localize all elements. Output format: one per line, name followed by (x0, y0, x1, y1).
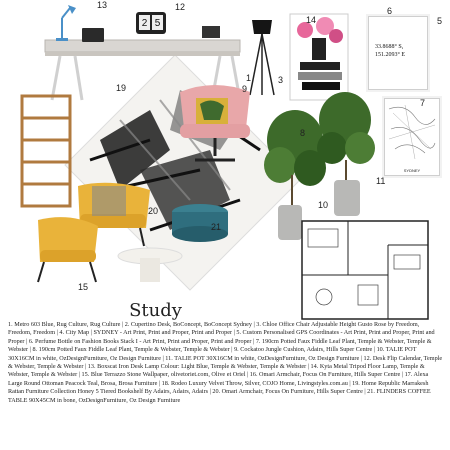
bookshelf-icon (22, 96, 70, 206)
item-credits-text: 1. Metro 603 Blue, Rug Culture, Rug Culture | 2. Cupertino Desk, BoConcept, BoConcept Sydney | 3. Chloe Office Chair Adjustable Height Gusto Rose by Freedom, Freedom, Freedom | 4. City Map | SYDNEY - Art Print, Print and Proper, Print and Proper | 5. Custom Personalised GPS Coordinates - Art Print, Print and Proper, Print and Proper | 6. Perfume Bottle on Fashion Books Stack I - Art Print, Print and Proper, Print and Proper | 7. 190cm Potted Faux Fiddle Leaf Plant, Temple & Webster, Temple & Webster | 8. 190cm Potted Faux Fiddle Leaf Plant, Temple & Webster, Temple & Webster | 9. Cockatoo Jungle Cushion, Adairs, Hills Super Centre | 10. TALIE POT 30X16CM in white, OzDesignFurniture, Oz Design Furniture | 11. TALIE POT 30X16CM in white, OzDesignFurniture, Oz Design Furniture | 12. Desk Flip Calendar, Temple & Webster, Temple & Webster | 13. Boxscat Iron Desk Lamp Colour: Light Blue, Temple & Webster, Temple & Webster | 14. Kyta Metal Tripod Floor Lamp, Temple & Webster, Temple & Webster | 15. Blue Terrazzo Stone Wallpaper, olivetoriet.com, Olive et Oriel | 16. Omari Armchair, Focus On Furniture, Hills Super Centre | 17. Alexa Large Round Ottoman Peacock Teal, Brosa, Brosa Furniture | 18. Rodeo Luxury Velvet Throw, Silver, COJO Home, Livingstyles.com.au | 19. Home Republic Marrakesh Rattan Furniture Collection Honey 5 Tiered Bookshelf By Adairs, Adairs, Adairs | 20. Omari Armchair, Focus On Furniture, Hills Super Centre | 21. FLINDERS COFFEE TABLE 90X45CM in bone, OzDesignFurniture, Oz Design Furniture (8, 321, 443, 404)
coordinates-poster (368, 16, 428, 90)
perfume-poster (290, 14, 348, 100)
item-number-15: 15 (78, 282, 89, 292)
laptop-icon (82, 28, 104, 42)
item-number-1: 1 (246, 73, 252, 83)
page-title: Study (129, 300, 182, 321)
tripod-lamp-icon (250, 20, 274, 95)
coords-line-2: 151.2093° E (375, 52, 406, 58)
item-number-19: 19 (116, 83, 127, 93)
desk-lamp-icon (56, 5, 76, 41)
item-number-14: 14 (306, 15, 317, 25)
map-lines-icon (385, 99, 439, 163)
item-number-11: 11 (376, 176, 386, 186)
sydney-map-poster (384, 98, 440, 176)
item-number-7: 7 (420, 98, 426, 108)
item-number-8: 8 (300, 128, 306, 138)
item-number-21: 21 (211, 222, 222, 232)
item-number-10: 10 (318, 200, 329, 210)
item-number-3: 3 (278, 75, 284, 85)
item-number-12: 12 (175, 2, 186, 12)
item-number-13: 13 (97, 0, 108, 10)
flip-calendar-icon (136, 12, 166, 34)
desk-box (202, 26, 220, 38)
item-number-6: 6 (387, 6, 393, 16)
item-number-20: 20 (148, 206, 159, 216)
map-city-label: SYDNEY (403, 168, 421, 173)
coords-line-1: 33.8688° S, (375, 44, 404, 50)
calendar-digit-2: 5 (154, 18, 161, 29)
calendar-digit-1: 2 (141, 18, 148, 29)
item-number-9: 9 (242, 84, 248, 94)
abstract-rug (65, 55, 300, 290)
item-number-5: 5 (437, 16, 443, 26)
